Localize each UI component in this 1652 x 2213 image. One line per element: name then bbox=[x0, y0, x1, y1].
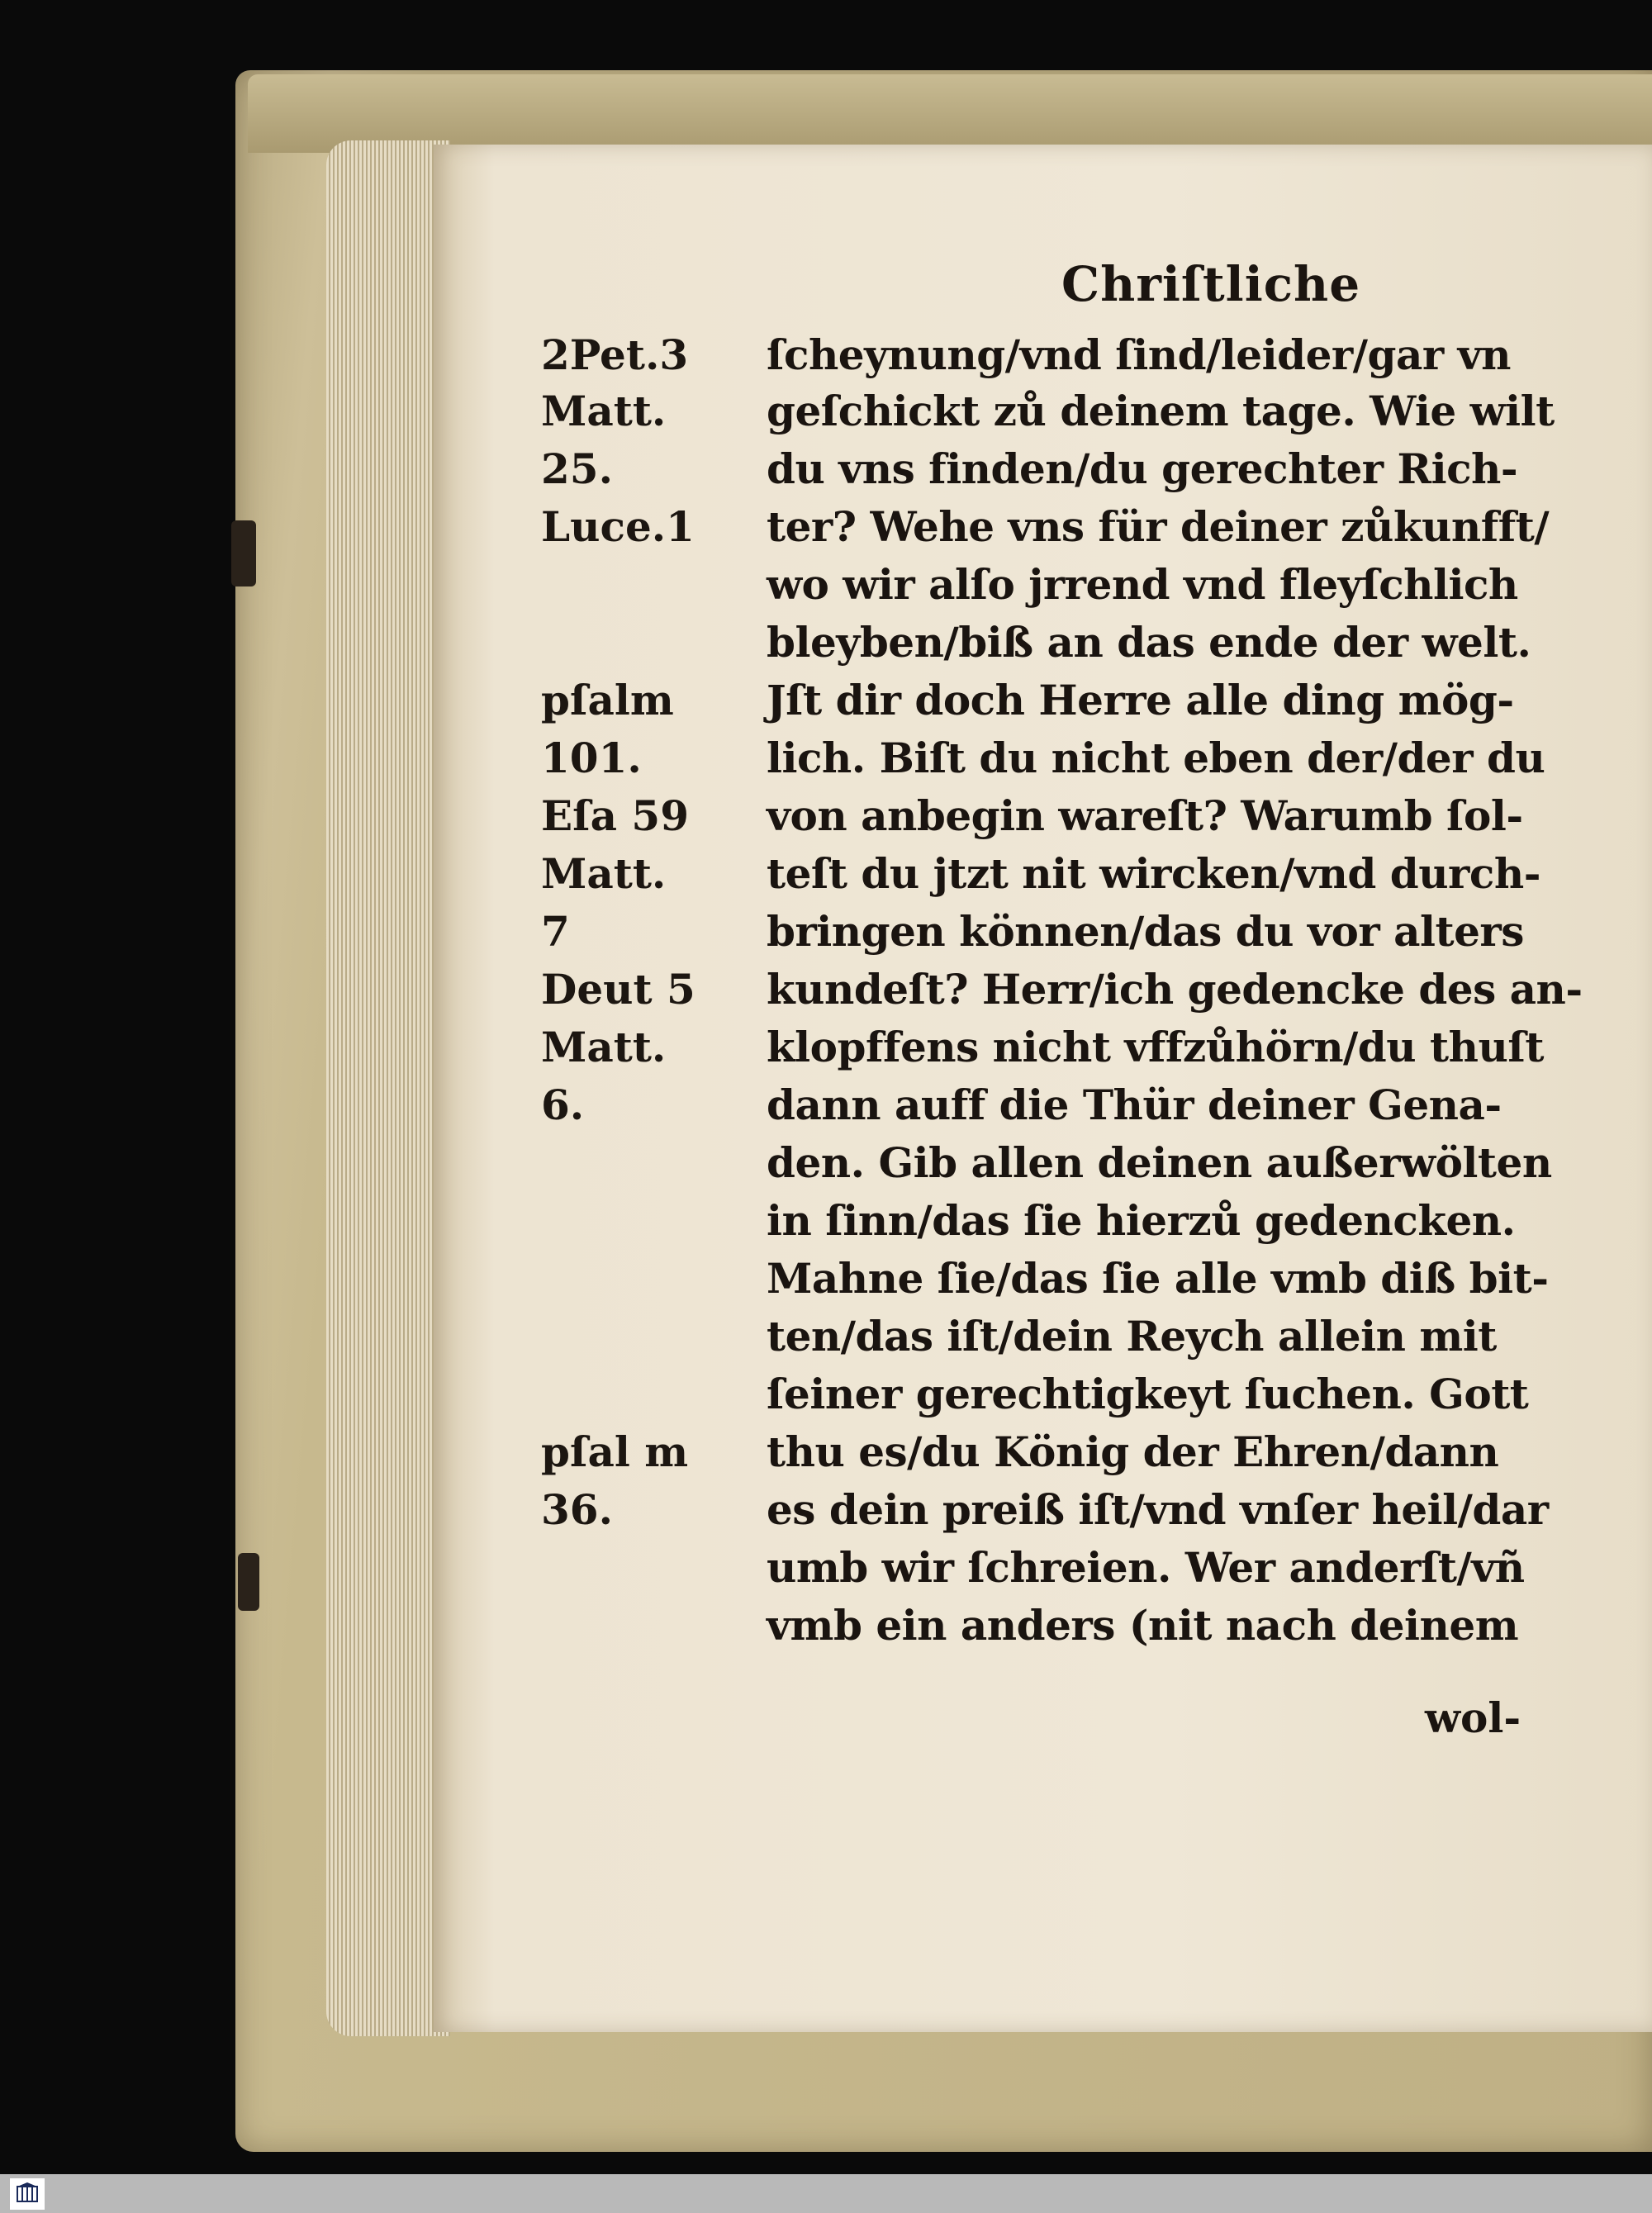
margin-note: Luce.1 bbox=[541, 502, 695, 551]
text-line: lich. Biſt du nicht eben der/der du bbox=[767, 734, 1545, 782]
text-line: teſt du jtzt nit wircken/vnd durch- bbox=[767, 849, 1540, 898]
margin-note: 101. bbox=[541, 734, 642, 782]
margin-note: 36. bbox=[541, 1485, 613, 1534]
library-logo-icon-graphic bbox=[15, 2182, 40, 2206]
text-line: thu es/du König der Ehren/dann bbox=[767, 1427, 1499, 1476]
clasp-upper bbox=[231, 520, 256, 586]
text-line: ten/das iſt/dein Reych allein mit bbox=[767, 1312, 1497, 1361]
margin-note: Eſa 59 bbox=[541, 791, 690, 840]
text-line: vmb ein anders (nit nach deinem bbox=[767, 1601, 1519, 1650]
library-logo-icon[interactable] bbox=[10, 2178, 45, 2210]
margin-note: Matt. bbox=[541, 849, 667, 898]
book-cover-top-edge bbox=[248, 74, 1652, 153]
text-line: kundeſt? Herr/ich gedencke des an- bbox=[767, 965, 1583, 1014]
running-header: Chriſtliche bbox=[1061, 256, 1361, 312]
text-line: bringen können/das du vor alters bbox=[767, 907, 1524, 956]
page-block-edges bbox=[326, 140, 450, 2036]
text-line: bleyben/biß an das ende der welt. bbox=[767, 618, 1531, 667]
margin-note: 25. bbox=[541, 444, 613, 493]
text-line: wo wir alſo jrrend vnd fleyſchlich bbox=[767, 560, 1518, 609]
text-line: klopffens nicht vffzůhörn/du thuſt bbox=[767, 1023, 1544, 1071]
text-line: ter? Wehe vns für deiner zůkunfft/ bbox=[767, 502, 1550, 551]
margin-note: pſal m bbox=[541, 1427, 689, 1476]
show-through-ink bbox=[772, 264, 786, 309]
margin-note: Deut 5 bbox=[541, 965, 695, 1014]
text-line: in ſinn/das ſie hierzů gedencken. bbox=[767, 1196, 1516, 1245]
clasp-lower bbox=[238, 1553, 259, 1611]
text-line: ſeiner gerechtigkeyt ſuchen. Gott bbox=[767, 1370, 1529, 1418]
margin-note: Matt. bbox=[541, 1023, 667, 1071]
text-line: ſcheynung/vnd ſind/leider/gar vn bbox=[767, 330, 1511, 379]
viewer-footer-bar bbox=[0, 2174, 1652, 2213]
margin-note: 7 bbox=[541, 907, 570, 956]
margin-note: Matt. bbox=[541, 387, 667, 435]
text-line: Mahne ſie/das ſie alle vmb diß bit- bbox=[767, 1254, 1549, 1303]
margin-note: 2Pet.3 bbox=[541, 330, 689, 379]
text-line: von anbegin wareſt? Warumb ſol- bbox=[767, 791, 1523, 840]
text-line: geſchickt zů deinem tage. Wie wilt bbox=[767, 387, 1555, 435]
text-line: umb wir ſchreien. Wer anderſt/vñ bbox=[767, 1543, 1525, 1592]
text-line: den. Gib allen deinen außerwölten bbox=[767, 1138, 1552, 1187]
text-line: es dein preiß iſt/vnd vnſer heil/dar bbox=[767, 1485, 1549, 1534]
text-line: dann auff die Thür deiner Gena- bbox=[767, 1080, 1502, 1129]
margin-note: pſalm bbox=[541, 676, 674, 724]
margin-note: 6. bbox=[541, 1080, 585, 1129]
text-line: Jſt dir doch Herre alle ding mög- bbox=[767, 676, 1514, 724]
catchword: wol- bbox=[1425, 1693, 1521, 1742]
text-line: du vns finden/du gerechter Rich- bbox=[767, 444, 1518, 493]
